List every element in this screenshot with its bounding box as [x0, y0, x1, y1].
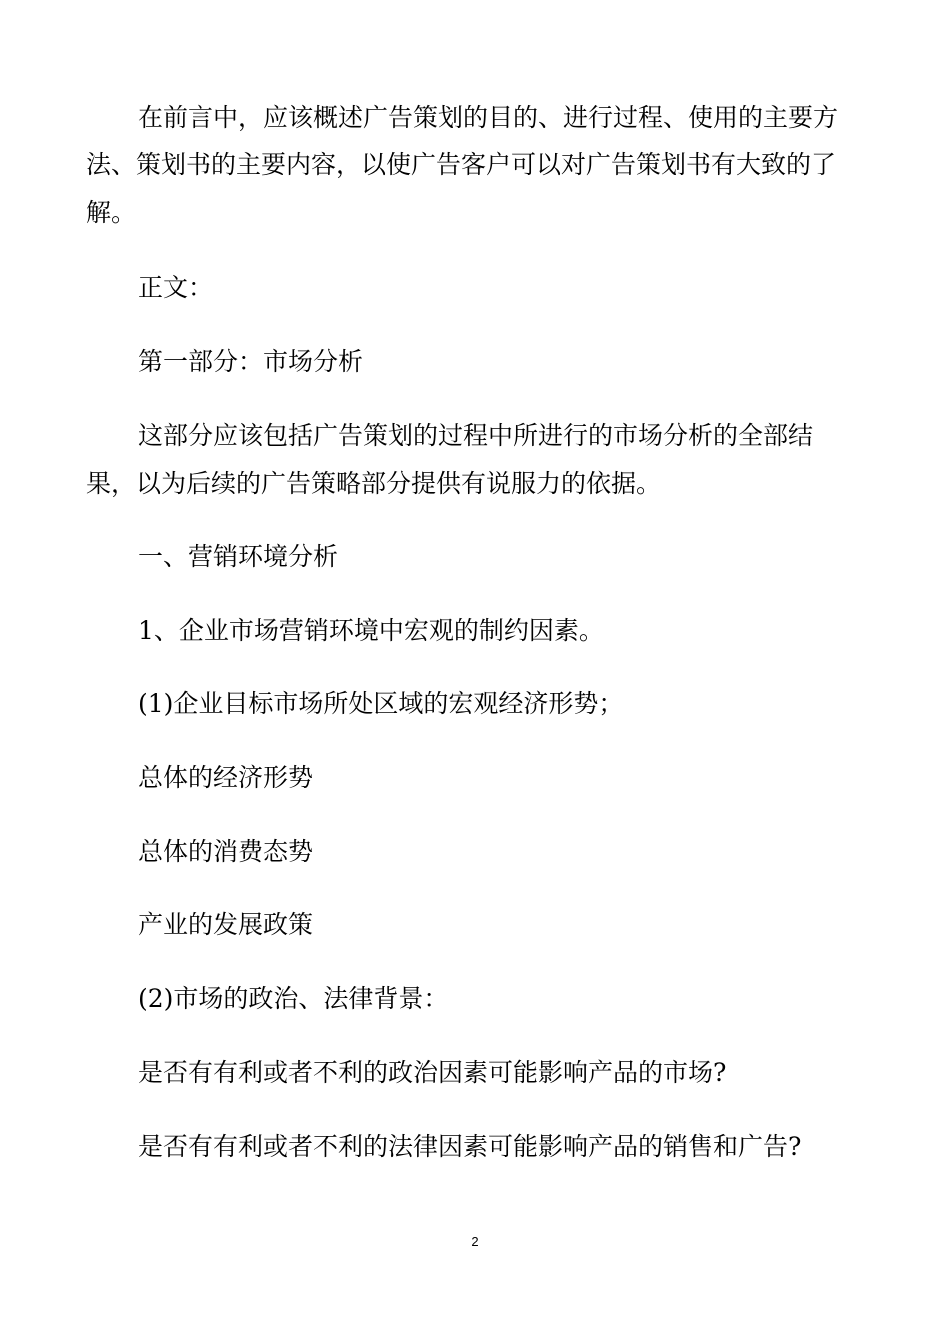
list-item: 是否有有利或者不利的法律因素可能影响产品的销售和广告? — [138, 1132, 802, 1161]
section-heading: 第一部分：市场分析 — [138, 347, 364, 376]
paragraph-line: 这部分应该包括广告策划的过程中所进行的市场分析的全部结 — [138, 421, 814, 450]
paragraph-line: 法、策划书的主要内容，以使广告客户可以对广告策划书有大致的了 — [86, 150, 837, 179]
list-item: 是否有有利或者不利的政治因素可能影响产品的市场? — [138, 1058, 727, 1087]
list-item: (1)企业目标市场所处区域的宏观经济形势； — [138, 689, 624, 718]
paragraph-line: 在前言中，应该概述广告策划的目的、进行过程、使用的主要方 — [138, 103, 839, 132]
paragraph-line: 解。 — [86, 198, 137, 227]
page-number: 2 — [471, 1234, 479, 1249]
paragraph-line: 果，以为后续的广告策略部分提供有说服力的依据。 — [86, 469, 662, 498]
list-item: 1、企业市场营销环境中宏观的制约因素。 — [138, 616, 604, 645]
list-item: 产业的发展政策 — [138, 910, 314, 939]
list-item: 总体的消费态势 — [138, 837, 314, 866]
list-item: (2)市场的政治、法律背景： — [138, 984, 449, 1013]
list-item: 总体的经济形势 — [138, 763, 314, 792]
section-label: 正文： — [138, 273, 214, 302]
subsection-heading: 一、营销环境分析 — [138, 542, 339, 571]
